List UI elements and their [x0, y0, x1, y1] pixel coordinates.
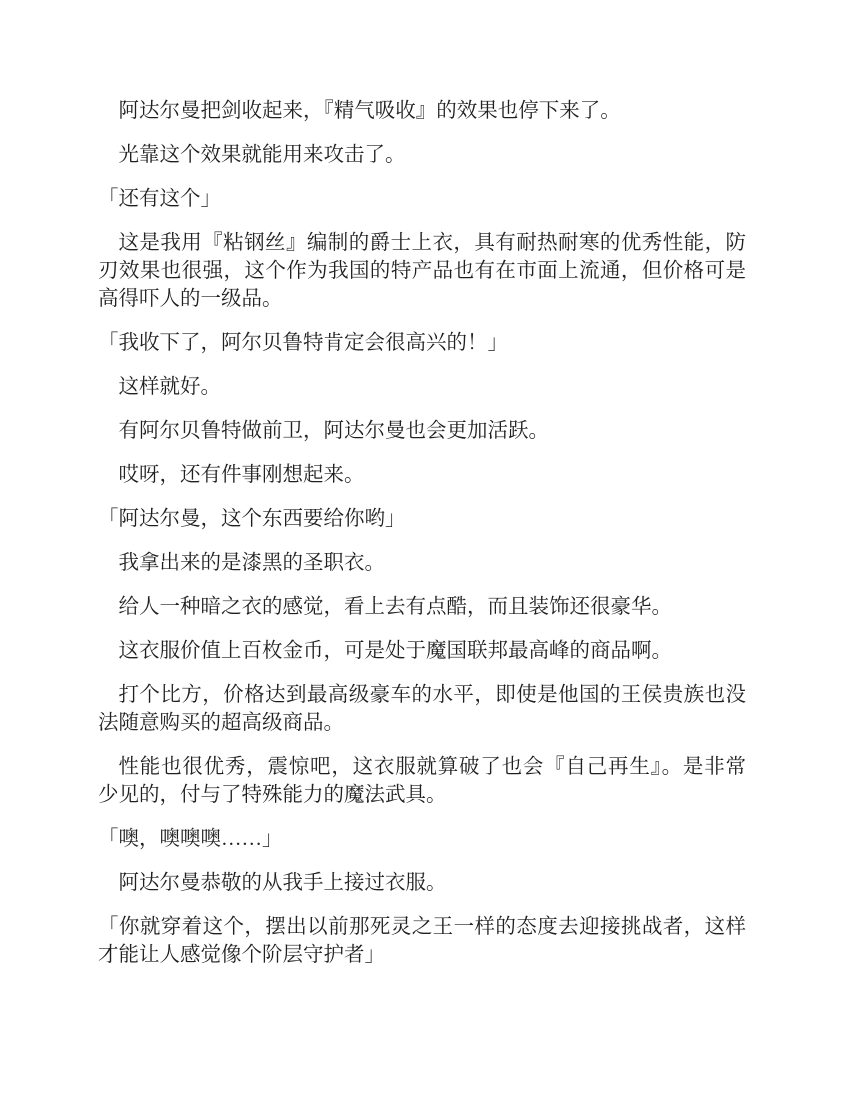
paragraph-dialogue	[98, 913, 746, 969]
paragraph-narrative	[98, 141, 746, 169]
text-line: 「你就穿着这个，摆出以前那死灵之王一样的态度去迎接挑战者，这样	[98, 916, 746, 938]
paragraph-narrative	[98, 753, 746, 809]
text-line: 阿达尔曼恭敬的从我手上接过衣服。	[118, 872, 447, 894]
paragraph-narrative	[98, 373, 746, 401]
novel-page-text	[98, 97, 746, 969]
text-line: 「噢，噢噢噢……」	[98, 828, 283, 850]
paragraph-narrative	[98, 681, 746, 737]
text-line: 高得吓人的一级品。	[98, 288, 283, 310]
paragraph-narrative	[98, 229, 746, 313]
text-line: 给人一种暗之衣的感觉，看上去有点酷，而且装饰还很豪华。	[118, 596, 672, 618]
paragraph-narrative	[98, 97, 746, 125]
text-line: 这样就好。	[118, 376, 221, 398]
paragraph-narrative	[98, 593, 746, 621]
paragraph-dialogue	[98, 825, 746, 853]
text-line: 哎呀，还有件事刚想起来。	[118, 464, 365, 486]
paragraph-narrative	[98, 417, 746, 445]
paragraph-dialogue	[98, 505, 746, 533]
text-line: 这衣服价值上百枚金币，可是处于魔国联邦最高峰的商品啊。	[118, 640, 672, 662]
paragraph-narrative	[98, 869, 746, 897]
text-line: 法随意购买的超高级商品。	[98, 712, 344, 734]
text-line: 这是我用『粘钢丝』编制的爵士上衣，具有耐热耐寒的优秀性能，防	[118, 232, 746, 254]
text-line: 「还有这个」	[98, 188, 221, 210]
paragraph-narrative	[98, 461, 746, 489]
text-line: 「阿达尔曼，这个东西要给你哟」	[98, 508, 406, 530]
text-line: 我拿出来的是漆黑的圣职衣。	[118, 552, 385, 574]
paragraph-narrative	[98, 549, 746, 577]
text-line: 光靠这个效果就能用来攻击了。	[118, 144, 406, 166]
text-line: 阿达尔曼把剑收起来，『精气吸收』的效果也停下来了。	[118, 100, 621, 122]
text-line: 「我收下了，阿尔贝鲁特肯定会很高兴的！」	[98, 332, 508, 354]
paragraph-narrative	[98, 637, 746, 665]
text-line: 打个比方，价格达到最高级豪车的水平，即使是他国的王侯贵族也没	[118, 684, 746, 706]
text-line: 刃效果也很强，这个作为我国的特产品也有在市面上流通，但价格可是	[98, 260, 746, 282]
paragraph-dialogue	[98, 329, 746, 357]
paragraph-dialogue	[98, 185, 746, 213]
text-line: 少见的，付与了特殊能力的魔法武具。	[98, 784, 447, 806]
text-line: 有阿尔贝鲁特做前卫，阿达尔曼也会更加活跃。	[118, 420, 549, 442]
text-line: 性能也很优秀，震惊吧，这衣服就算破了也会『自己再生』。是非常	[118, 756, 746, 778]
text-line: 才能让人感觉像个阶层守护者」	[98, 944, 385, 966]
